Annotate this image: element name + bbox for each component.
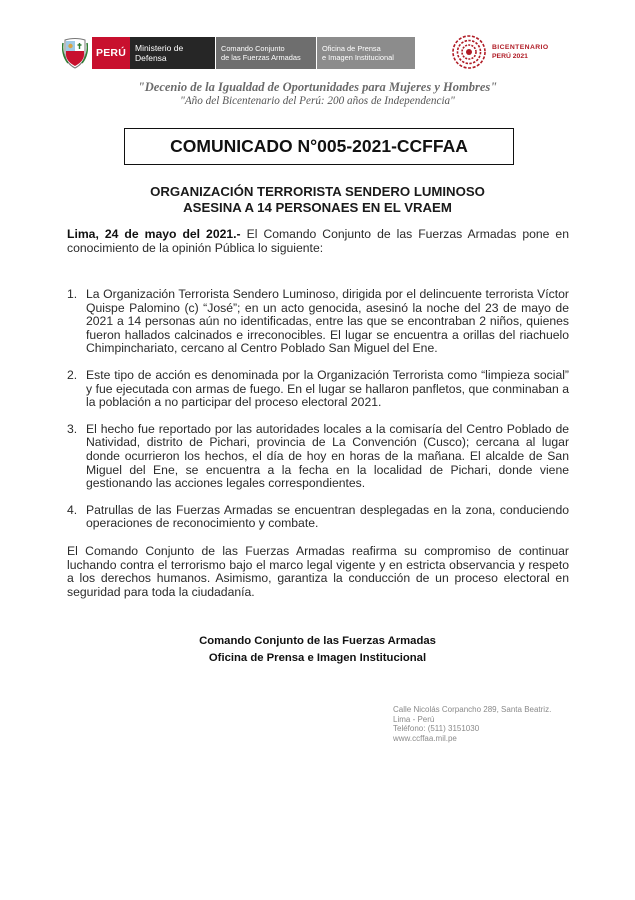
headline-line-2: ASESINA A 14 PERSONAES EN EL VRAEM [183, 200, 452, 215]
bicentenario-line-2: PERÚ 2021 [492, 53, 528, 60]
command-line-1: Comando Conjunto [220, 44, 285, 53]
list-item-number: 3. [67, 421, 78, 436]
communique-title: COMUNICADO N°005-2021-CCFFAA [124, 128, 514, 165]
list-item-text: El hecho fue reportado por las autoridades locales a la comisaría del Centro Poblado de Natividad, distrito de Pichari, provincia de La Convención (Cusco); cercana al lugar donde ocurrieron los hechos, el día de hoy en horas de la mañana. El alcalde de San Miguel del Ene, se encuentra a la fecha en la localidad de Pichari, donde viene gestionando las acciones legales correspondientes. [86, 421, 569, 491]
press-office-label [316, 37, 415, 69]
press-office-line-1: Oficina de Prensa [321, 44, 381, 53]
bicentenario-logo [451, 34, 549, 70]
address-phone: Teléfono: (511) 3151030 [393, 724, 480, 734]
headline-line-1: ORGANIZACIÓN TERRORISTA SENDERO LUMINOSO [150, 184, 485, 199]
bicentenario-line-1: BICENTENARIO [492, 44, 549, 51]
year-motto: "Año del Bicentenario del Perú: 200 años de Independencia" [180, 95, 455, 107]
list-item [67, 369, 569, 410]
list-item-number: 1. [67, 287, 78, 301]
signature-block [0, 633, 635, 667]
list-item [67, 288, 569, 356]
list-item-number: 4. [67, 502, 78, 517]
peru-coat-of-arms-icon [62, 37, 88, 69]
closing-paragraph: El Comando Conjunto de las Fuerzas Armadas reafirma su compromiso de continuar luchando contra el terrorismo bajo el marco legal vigente y en estricta observancia y respeto a los derechos humanos. Asimismo, garantiza la conducción de un proceso electoral en seguridad para toda la ciudadanía. [67, 544, 569, 599]
decade-motto: "Decenio de la Igualdad de Oportunidades para Mujeres y Hombres" [137, 80, 498, 94]
bicentenario-text [492, 43, 549, 61]
address-street: Calle Nicolás Corpancho 289, Santa Beatriz. [393, 705, 552, 714]
address-block [393, 705, 551, 743]
bicentenario-logo-icon [451, 34, 487, 70]
headline [0, 184, 635, 216]
list-item [67, 504, 569, 531]
list-item-number: 2. [67, 367, 78, 382]
government-header [62, 37, 415, 69]
address-city: Lima - Perú [393, 714, 435, 724]
list-item-text: La Organización Terrorista Sendero Luminoso, dirigida por el delincuente terrorista Víctor Quispe Palomino (c) “José”; en un acto genocida, asesinó la noche del 23 de mayo de 2021 a 14 personas aún no identificadas, entre las que se encontraban 2 niños, quienes fueron hallados calcinados e irreconocibles. El lugar se encuentra a orillas del riachuelo Chimpinchariato, cercano al Centro Poblado San Miguel del Ene. [86, 287, 569, 356]
signature-line-2: Oficina de Prensa e Imagen Institucional [208, 652, 427, 664]
command-label [215, 37, 316, 69]
signature-line-1: Comando Conjunto de las Fuerzas Armadas [199, 635, 436, 647]
ministry-label: Ministerio de Defensa [130, 37, 215, 69]
address-website: www.ccffaa.mil.pe [393, 733, 457, 743]
list-item-text: Patrullas de las Fuerzas Armadas se encuentran desplegadas en la zona, conduciendo operaciones de reconocimiento y combate. [86, 502, 569, 531]
list-item-text: Este tipo de acción es denominada por la Organización Terrorista como “limpieza social” y fue ejecutada con armas de fuego. En el lugar se hallaron panfletos, que conminaban a la población a no participar del proceso electoral 2021. [86, 367, 569, 410]
lead-text: El Comando Conjunto de las Fuerzas Armadas pone en conocimiento de la opinión Pública lo siguiente: [67, 227, 569, 255]
numbered-list [67, 288, 569, 531]
list-item [67, 423, 569, 491]
lead-paragraph [67, 228, 569, 255]
dateline: Lima, 24 de mayo del 2021.- [67, 227, 241, 241]
peru-label: PERÚ [92, 37, 130, 69]
command-line-2: de las Fuerzas Armadas [220, 53, 301, 62]
press-office-line-2: e Imagen Institucional [321, 53, 394, 62]
